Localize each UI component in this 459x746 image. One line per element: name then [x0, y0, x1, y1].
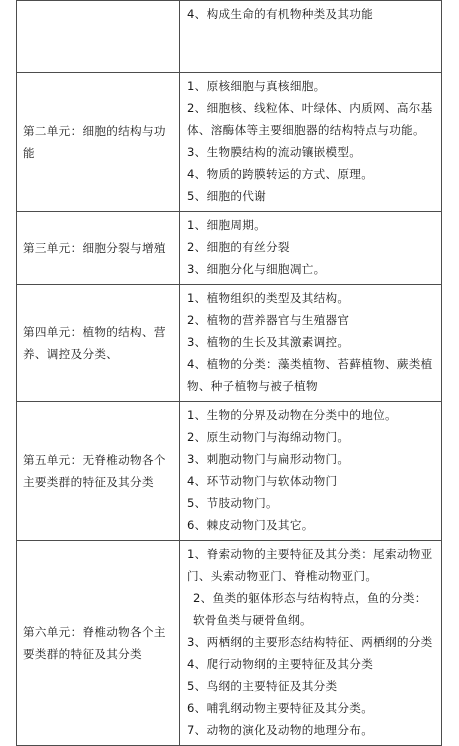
table-row: [17, 402, 442, 541]
list-item: 4、物质的跨膜转运的方式、原理。: [187, 167, 374, 181]
list-item: 2、植物的营养器官与生殖器官: [187, 313, 350, 327]
table-row: [17, 541, 442, 746]
list-item: 3、刺胞动物门与扁形动物门。: [187, 452, 350, 466]
unit-cell: 第三单元：细胞分裂与增殖: [17, 212, 180, 285]
content-cell: [180, 402, 442, 541]
list-item: 3、生物膜结构的流动镶嵌模型。: [187, 145, 362, 159]
list-item: 5、鸟纲的主要特征及其分类: [187, 679, 338, 693]
content-cell: [180, 285, 442, 402]
list-item: 5、细胞的代谢: [187, 189, 267, 203]
unit-cell: [17, 1, 180, 73]
list-item: 6、哺乳纲动物主要特征及其分类。: [187, 701, 374, 715]
list-item: 2、鱼类的躯体形态与结构特点，鱼的分类：软骨鱼类与硬骨鱼纲。: [193, 591, 427, 627]
list-item: 3、两栖纲的主要形态结构特征、两栖纲的分类: [187, 635, 433, 649]
table-row: [17, 212, 442, 285]
table-row: [17, 73, 442, 212]
unit-cell: 第六单元：脊椎动物各个主要类群的特征及其分类: [17, 541, 180, 746]
content-cell: [180, 73, 442, 212]
list-item: 3、植物的生长及其激素调控。: [187, 335, 350, 349]
table-row: [17, 1, 442, 73]
unit-cell: 第四单元：植物的结构、营养、调控及分类、: [17, 285, 180, 402]
content-cell: [180, 212, 442, 285]
table-row: [17, 285, 442, 402]
list-item: 1、原核细胞与真核细胞。: [187, 79, 326, 93]
content-cell: [180, 1, 442, 73]
unit-cell: 第二单元：细胞的结构与功能: [17, 73, 180, 212]
unit-cell: 第五单元：无脊椎动物各个主要类群的特征及其分类: [17, 402, 180, 541]
list-item: 2、细胞核、线粒体、叶绿体、内质网、高尔基体、溶酶体等主要细胞器的结构特点与功能。: [187, 101, 433, 137]
syllabus-table: [16, 0, 442, 746]
list-item: 4、环节动物门与软体动物门: [187, 474, 338, 488]
list-item: 7、动物的演化及动物的地理分布。: [187, 723, 374, 737]
list-item: 4、构成生命的有机物种类及其功能: [187, 7, 374, 21]
list-item: 2、原生动物门与海绵动物门。: [187, 430, 350, 444]
list-item: 3、细胞分化与细胞凋亡。: [187, 262, 326, 276]
content-cell: [180, 541, 442, 746]
list-item: 4、爬行动物纲的主要特征及其分类: [187, 657, 374, 671]
list-item: 5、节肢动物门。: [187, 496, 278, 510]
list-item: 4、植物的分类：藻类植物、苔藓植物、蕨类植物、种子植物与被子植物: [187, 357, 433, 393]
list-item: 6、棘皮动物门及其它。: [187, 518, 314, 532]
list-item: 1、细胞周期。: [187, 218, 267, 232]
list-item: 1、生物的分界及动物在分类中的地位。: [187, 408, 397, 422]
list-item: 1、脊索动物的主要特征及其分类：尾索动物亚门、头索动物亚门、脊椎动物亚门。: [187, 547, 433, 583]
list-item: 1、植物组织的类型及其结构。: [187, 291, 350, 305]
list-item: 2、细胞的有丝分裂: [187, 240, 290, 254]
